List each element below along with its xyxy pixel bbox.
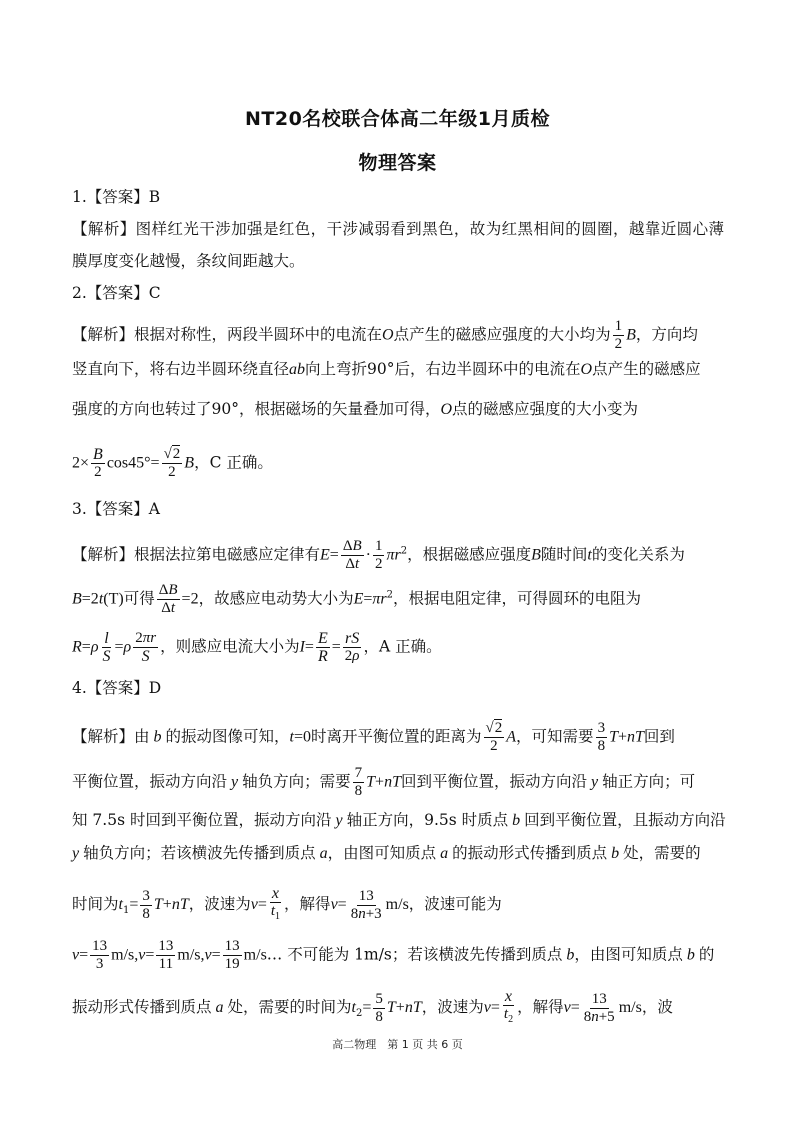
answer-4-label: 4.【答案】D xyxy=(72,679,162,697)
answer-3-expl-line-3: R=ρ $\frac{l}{S}$ =ρ $\frac{2\pi r}{S}$ ，则感应电流大小为I= $\frac{E}{R}$ = $\frac{rS}{2\rho}$ ，A 正确。 xyxy=(72,630,442,665)
answer-2-expl-line-4: 2× $\frac{B}{2}$ cos45°= $\frac{√2}{2}$ B，C 正确。 xyxy=(72,446,273,480)
answer-1-expl-line-1: 【解析】图样红光干涉加强是红色，干涉减弱看到黑色，故为红黑相间的圆圈，越靠近圆心薄 xyxy=(72,220,724,238)
page-footer: 高二物理 第 1 页 共 6 页 xyxy=(332,1038,463,1051)
answer-2-label: 2.【答案】C xyxy=(72,284,161,302)
answer-2-expl-line-2: 竖直向下，将右边半圆环绕直径ab向上弯折90°后，右边半圆环中的电流在O点产生的磁感应 xyxy=(72,360,701,378)
page-title: NT20名校联合体高二年级1月质检 xyxy=(244,108,551,130)
answer-4-expl-line-3: 知 7.5s 时回到平衡位置，振动方向沿 y 轴正方向，9.5s 时质点 b 回到平衡位置，且振动方向沿 xyxy=(72,811,726,829)
answer-1-label: 1.【答案】B xyxy=(72,188,161,206)
answer-1-expl-line-2: 膜厚度变化越慢，条纹间距越大。 xyxy=(72,252,305,270)
answer-2-expl-line-3: 强度的方向也转过了90°，根据磁场的矢量叠加可得，O点的磁感应强度的大小变为 xyxy=(72,400,639,418)
page-subtitle: 物理答案 xyxy=(358,152,437,174)
answer-4-expl-line-4: y 轴负方向；若该横波先传播到质点 a，由图可知质点 a 的振动形式传播到质点 b 处，需要的 xyxy=(72,844,701,862)
answer-4-expl-line-5: 时间为$t_1=$ $\frac{3}{8}$ T+nT，波速为v= $\frac{x}{t_1}$ ，解得v= $\frac{13}{8n+3}$ m/s，波速可能为 xyxy=(72,885,502,922)
answer-4-expl-line-1: 【解析】由 b 的振动图像可知，t=0时离开平衡位置的距离为 $\frac{√2}{2}$ A，可知需要 $\frac{3}{8}$ T+nT回到 xyxy=(72,720,675,754)
answer-4-expl-line-2: 平衡位置，振动方向沿 y 轴负方向；需要 $\frac{7}{8}$ T+nT回到平衡位置，振动方向沿 y 轴正方向；可 xyxy=(72,765,696,799)
answer-3-expl-line-1: 【解析】根据法拉第电磁感应定律有E= $\frac{\Delta B}{\Delta t}$ · $\frac{1}{2}$ $\pi r^2$，根据磁感应强度B随时间t的变化关系为 xyxy=(72,538,685,572)
answer-3-expl-line-2: B=2t(T)可得 $\frac{\Delta B}{\Delta t}$ =2，故感应电动势大小为$E=\pi r^2$，根据电阻定律，可得圆环的电阻为 xyxy=(72,582,642,616)
answer-4-expl-line-6: v= $\frac{13}{3}$ m/s,v= $\frac{13}{11}$ m/s,v= $\frac{13}{19}$ m/s… 不可能为 1m/s；若该横波先传播到质点 b，由图可知质点 b 的 xyxy=(72,938,715,972)
answer-3-label: 3.【答案】A xyxy=(72,500,160,518)
answer-2-expl-line-1: 【解析】根据对称性，两段半圆环中的电流在O点产生的磁感应强度的大小均为 $\frac{1}{2}$ B，方向均 xyxy=(72,318,698,352)
answer-4-expl-line-7: 振动形式传播到质点 a 处，需要的时间为$t_2=$ $\frac{5}{8}$ T+nT，波速为v= $\frac{x}{t_2}$ ，解得v= $\frac{13}{8n+5}$ m/s，波 xyxy=(72,988,673,1025)
